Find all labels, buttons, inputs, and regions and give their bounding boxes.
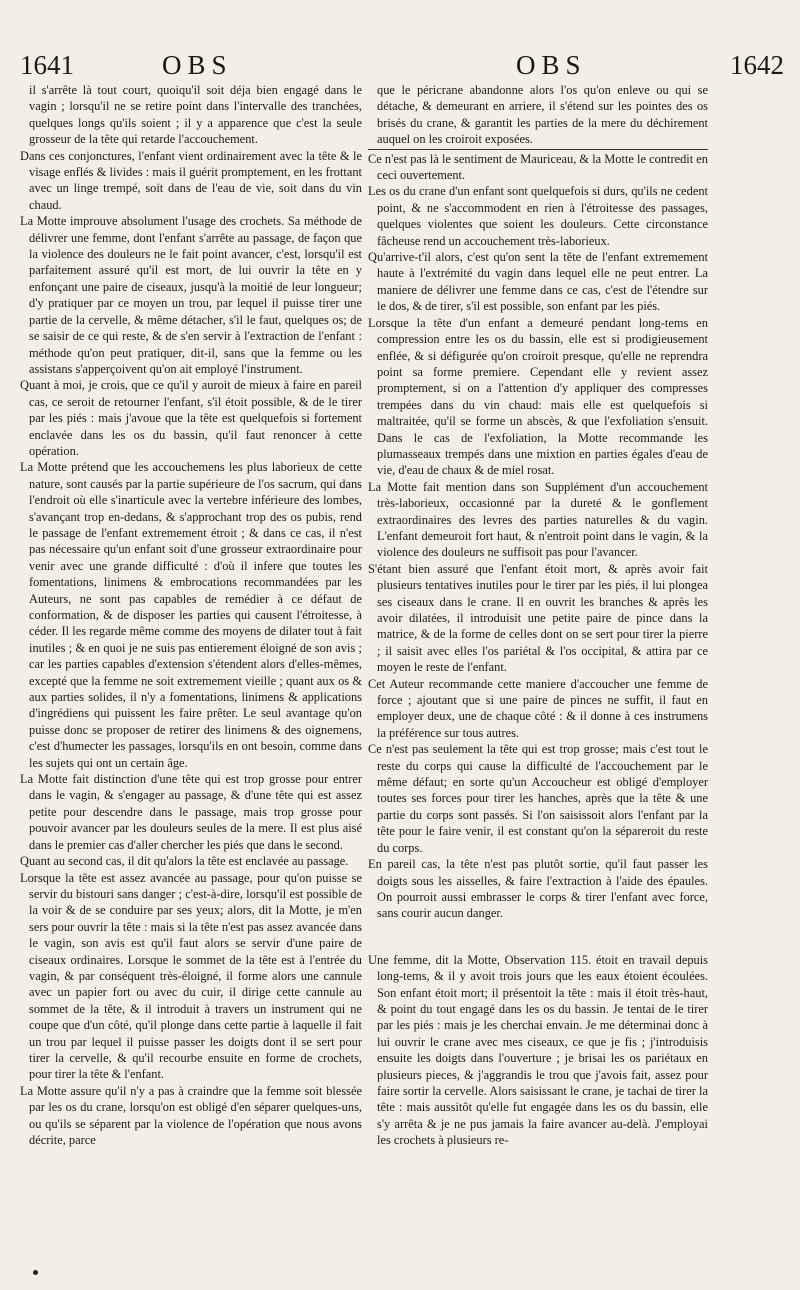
paragraph: La Motte fait mention dans son Supplément d'un accouchement très-laborieux, occasionné par la dureté & le gonflement extraordinaires des levres des parties naturelles & du vagin. L'enfant demeuroit fort haut, & n'entroit point dans le vagin, & la violence des douleurs ne suffisoit pas pour l'avancer. — [368, 479, 708, 560]
paragraph: Lorsque la tête d'un enfant a demeuré pendant long-tems en compression entre les os du bassin, elle est si prodigieusement enflée, & si défigurée qu'on croiroit presque, qu'elle ne reprendra point sa forme premiere. Cependant elle y revient assez promptement, si on a l'attention d'y appliquer des compresses trempées dans du vin chaud: mais elle est quelquefois si maltraitée, qu'il se forme un abscès, & que l'exfoliation s'ensuit. Dans le cas de l'exfoliation, la Motte recommande les plumasseaux trempés dans une mixtion en parties égales d'eau de vie, d'eau de chaux & de miel rosat. — [368, 315, 708, 478]
paragraph: En pareil cas, la tête n'est pas plutôt sortie, qu'il faut passer les doigts sous les aisselles, & faire l'extraction à l'aide des épaules. On pourroit aussi embrasser le corps & tirer l'enfant avec force, sans courir aucun danger. — [368, 857, 708, 921]
paragraph: il s'arrête là tout court, quoiqu'il soit déja bien engagé dans le vagin ; lorsqu'il ne se retire point dans l'intervalle des tranchées, quelques longs qu'ils soient ; il y a apparence que c'est la seule grosseur de la tête qui retarde l'accouchement. — [29, 83, 362, 147]
paragraph: Qu'arrive-t'il alors, c'est qu'on sent la tête de l'enfant extremement haute à l'extrémité du vagin dans lequel elle ne peut entrer. La maniere de délivrer une femme dans ce cas, c'est de l'étendre sur le dos, & de tirer, s'il est possible, son enfant par les piés. — [368, 250, 708, 314]
running-title-left: OBS — [162, 50, 233, 80]
paragraph: Ce n'est pas là le sentiment de Mauriceau, & la Motte le contredit en ceci ouvertement. — [368, 151, 708, 183]
running-title-right: OBS — [516, 50, 587, 80]
paragraph: Une femme, dit la Motte, Observation 115. étoit en travail depuis long-tems, & il y avoit trois jours que les eaux étoient écoulées. Son enfant étoit mort; il présentoit la tête : mais il étoit très-haut, & point du tout engagé dans les os du bassin. Je tentai de le tirer par les piés : mais je les cherchai envain. Je me déterminai donc à lui ouvrir le crane avec mes ciseaux, ce que je fis ; j'introduisis ensuite les doigts dans l'ouverture ; je brisai les os pariétaux en plusieurs pieces, & j'aggrandis le trou que j'avois fait, assez pour faire sortir la cervelle. Alors saisissant le crane, je tachai de tirer la tête : mais aussitôt qu'elle fut engagée dans les os du bassin, elle s'y arrêta & je ne pus jamais la faire avancer au-delà. J'employai les crochets à plusieurs re- — [368, 952, 708, 1148]
paragraph: Lorsque la tête est assez avancée au passage, pour qu'on puisse se servir du bistouri sans danger ; c'est-à-dire, lorsqu'il est possible de la voir & de se conduire par ses yeux; alors, dit la Motte, je m'en sers pour ouvrir la tête : mais si la tête n'est pas assez avancée dans le vagin, son avis est qu'il faut alors se servir d'une paire de ciseaux ordinaires. Lorsque le sommet de la tête est à l'entrée du vagin, & par conséquent très-éloigné, il forme alors une cannule avec un papier fort ou avec du cuir, il dirige cette cannule au sommet de la tête, & il introduit à travers un instrument qui ne coupe que d'un côté, qu'il plonge dans cette partie à laquelle il fait un trou par lequel il puisse passer les doigts dont il se sert pour tirer la cervelle, & qu'il recourbe ensuite en forme de crochets, pour tirer la tête & l'enfant. — [20, 870, 362, 1082]
left-column — [20, 82, 362, 1148]
column-rule — [368, 149, 708, 150]
paragraph: La Motte assure qu'il n'y a pas à craindre que la femme soit blessée par les os du crane, lorsqu'on est obligé d'en séparer quelques-uns, ou qu'ils se séparent par la violence de l'opération que nous avons décrite, parce — [20, 1083, 362, 1147]
paragraph: La Motte improuve absolument l'usage des crochets. Sa méthode de délivrer une femme, dont l'enfant s'arrête au passage, de façon que la violence des douleurs ne le fait point avancer, c'est, lorsqu'il est parfaitement assuré qu'il est mort, de lui ouvrir la tête en y enfonçant une paire de ciseaux, jusqu'à la moitié de leur longueur; d'y pratiquer par ce moyen un trou, par lequel il puisse tirer une partie de la cervelle, & même détacher, s'il le faut, quelques os; de se saisir de ce qui reste, & de s'en servir à l'extraction de l'enfant : méthode qu'on peut pratiquer, dit-il, sans que la femme ou les assistans s'apperçoivent qu'on ait employé l'instrument. — [20, 214, 362, 376]
page-number-left: 1641 — [20, 50, 74, 80]
paragraph: que le péricrane abandonne alors l'os qu'on enleve ou qui se détache, & demeurant en arriere, il s'étend sur les pointes des os brisés du crane, & garantit les parties de la mere du déchirement auquel on les croiroit exposées. — [377, 83, 708, 147]
right-column — [368, 82, 708, 1149]
paragraph: Quant au second cas, il dit qu'alors la tête est enclavée au passage. — [20, 854, 349, 869]
paragraph: Les os du crane d'un enfant sont quelquefois si durs, qu'ils ne cedent point, & ne s'accommodent en rien à l'étroitesse des passages, quelques violentes que soient les douleurs. Cette circonstance fâcheuse rend un accouchement très-laborieux. — [368, 184, 708, 248]
paragraph: Dans ces conjonctures, l'enfant vient ordinairement avec la tête & le visage enflés & livides : mais il guérit promptement, en les frottant avec un linge trempé, soit dans de l'eau de vie, soit dans du vin chaud. — [20, 148, 362, 212]
running-header — [20, 48, 784, 82]
paragraph: S'étant bien assuré que l'enfant étoit mort, & après avoir fait plusieurs tentatives inutiles pour le tirer par les piés, il lui plongea ses ciseaux dans le crane. Il en ouvrit les branches & après les avoir dilatées, il introduisit une petite paire de pince dans la matrice, & de la forme de celles dont on se sert pour tirer la pierre ; il saisit avec elles l'os pariétal & l'os occipital, & attira par ce moyen le reste de l'enfant. — [368, 561, 708, 675]
paragraph: Cet Auteur recommande cette maniere d'accoucher une femme de force ; ajoutant que si une paire de pinces ne suffit, il faut en employer deux, une de chaque côté : & il donne à ces instrumens la préférence sur tous autres. — [368, 676, 708, 740]
paragraph: Quant à moi, je crois, que ce qu'il y auroit de mieux à faire en pareil cas, ce seroit de retourner l'enfant, s'il étoit possible, & de le tirer par les piés : mais j'avoue que la tête est quelquefois si fortement enclavée dans les os du bassin, qu'il faut renoncer à cette opération. — [20, 378, 362, 458]
paragraph: La Motte fait distinction d'une tête qui est trop grosse pour entrer dans le vagin, & s'engager au passage, & d'une tête qui est assez petite pour descendre dans le passage, mais trop grosse pour pouvoir avancer par les douleurs seules de la mere. Il est plus aisé dans le premier cas d'aller chercher les piés que dans le second. — [20, 772, 362, 852]
paragraph: Ce n'est pas seulement la tête qui est trop grosse; mais c'est tout le reste du corps qui cause la difficulté de l'accouchement par le même défaut; en sorte qu'un Accoucheur est obligé d'employer toutes ses forces pour tirer les hanches, après que la tête & une partie du corps sont passés. Si l'on saisissoit alors l'enfant par la tête pour le faire venir, il est constant qu'on la sépareroit du reste du corps. — [368, 742, 708, 855]
paragraph: La Motte prétend que les accouchemens les plus laborieux de cette nature, sont causés par la partie supérieure de l'os sacrum, qui dans l'endroit où elle s'inarticule avec la vertebre inférieure des lombes, s'avançant trop en-dedans, & s'approchant trop des os pubis, rend le passage de l'enfant extremement étroit ; & dans ce cas, il n'est pas nécessaire qu'un enfant soit d'une grosseur extraordinaire pour venir avec une grande difficulté : d'où il infere que toutes les fomentations, linimens & embrocations recommandées par les Auteurs, ne sont pas capables de remédier à ce défaut de conformation, & de disposer les parties qui causent l'étroitesse, à céder. Il les regarde même comme des moyens de dilater tout à fait inutiles ; & en quoi je ne suis pas entierement éloigné de son avis ; car les parties capables d'extension s'étendent alors d'elles-mêmes, excepté que la femme ne soit extremement vieille ; quant aux os & aux parties solides, il n'y a fomentations, linimens & applications d'ingrédiens qui puissent les faire prêter. Le seul avantage qu'on puisse donc se proposer de retirer des linimens & des oignemens, c'est d'humecter les passages, lorsqu'ils en ont besoin, comme dans les sujets qui ont un certain âge. — [20, 460, 362, 770]
page-number-right: 1642 — [730, 50, 784, 80]
ink-dot — [33, 1270, 38, 1275]
